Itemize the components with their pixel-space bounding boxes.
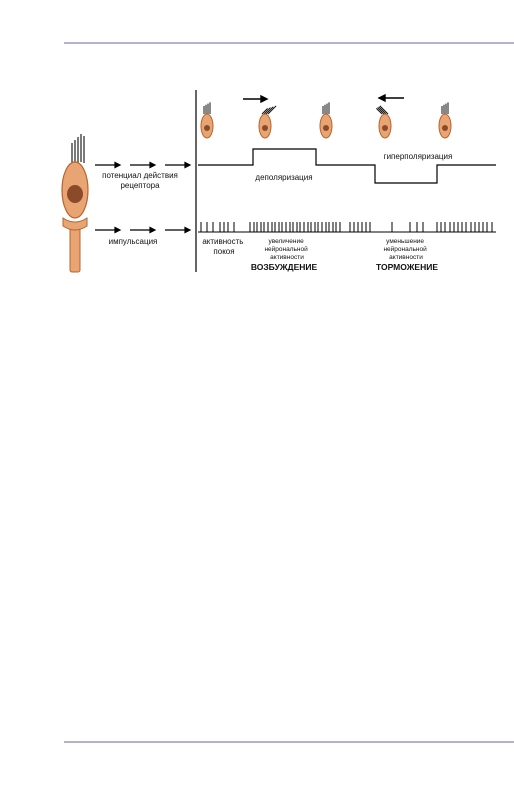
- small-hair-cell: [320, 102, 332, 138]
- small-hair-cell: [259, 106, 276, 138]
- depolarization-label: деполяризация: [255, 173, 313, 182]
- impulsation-label: импульсация: [108, 237, 158, 246]
- neuronal-decrease-label: уменьшение нейрональной активности: [383, 238, 427, 261]
- deflection-arrow-right: [243, 96, 267, 102]
- excitation-label: ВОЗБУЖДЕНИЕ: [250, 262, 318, 272]
- inhibition-label: ТОРМОЖЕНИЕ: [376, 262, 438, 272]
- small-hair-cell: [439, 102, 451, 138]
- large-cell-stereocilia: [72, 134, 84, 165]
- arrow-right-icon: [95, 163, 120, 168]
- large-cell-nucleus: [67, 185, 83, 203]
- receptor-potential-label: потенциал действия рецептора: [102, 171, 178, 190]
- hyperpolarization-label: гиперполяризация: [383, 152, 453, 161]
- large-cell-synapse: [63, 218, 87, 230]
- neuronal-increase-label: увеличение нейрональной активности: [264, 238, 308, 261]
- receptor-diagram: [0, 0, 514, 300]
- bottom-rule: [64, 741, 514, 743]
- spike-train: [201, 222, 492, 232]
- large-hair-cell: [62, 134, 88, 272]
- arrow-right-icon: [130, 163, 155, 168]
- arrow-right-icon: [95, 228, 120, 233]
- rest-activity-label: активность покоя: [202, 237, 244, 256]
- arrow-right-icon: [165, 228, 190, 233]
- small-hair-cell: [376, 106, 391, 138]
- small-hair-cell: [201, 102, 213, 138]
- large-cell-axon: [70, 226, 80, 272]
- arrow-right-icon: [165, 163, 190, 168]
- arrow-right-icon: [130, 228, 155, 233]
- deflection-arrow-left: [379, 95, 404, 101]
- small-hair-cells: [201, 102, 451, 138]
